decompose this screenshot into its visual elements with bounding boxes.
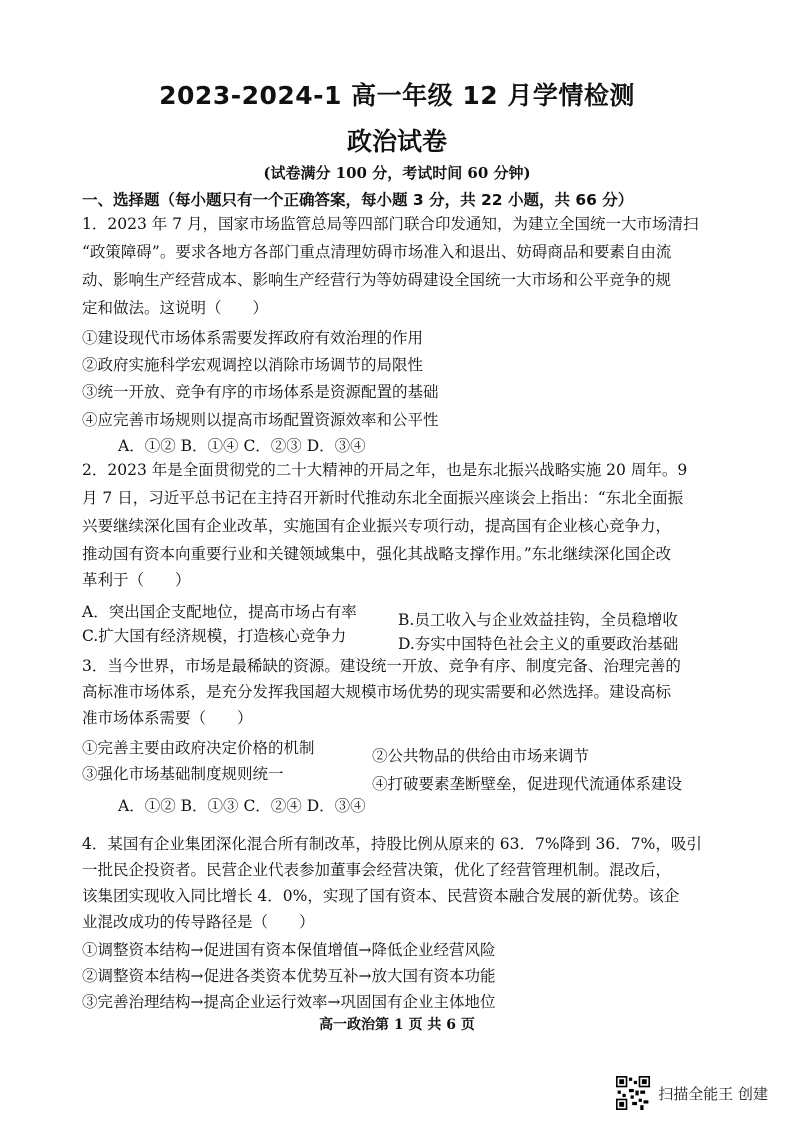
page-footer: 高一政治第 1 页 共 6 页 <box>319 1017 475 1033</box>
q3-stem-line: 准市场体系需要（ ） <box>82 709 253 727</box>
q3-statement-3: ③强化市场基础制度规则统一 <box>82 765 284 783</box>
q3-statement-4: ④打破要素垄断壁垒，促进现代流通体系建设 <box>372 775 683 793</box>
q1-statement: ③统一开放、竞争有序的市场体系是资源配置的基础 <box>82 383 439 401</box>
exam-title: 2023-2024-1 高一年级 12 月学情检测 <box>159 81 635 110</box>
subject-title: 政治试卷 <box>346 127 447 156</box>
q2-option-a: A．突出国企支配地位，提高市场占有率 <box>82 603 357 621</box>
watermark-text: 扫描全能王 创建 <box>658 1084 768 1103</box>
q2-option-d: D.夯实中国特色社会主义的重要政治基础 <box>398 635 679 653</box>
q2-option-b: B.员工收入与企业效益挂钩，全员稳增收 <box>398 611 678 629</box>
q1-statement: ①建设现代市场体系需要发挥政府有效治理的作用 <box>82 329 424 347</box>
q1-choices: A．①② B．①④ C．②③ D．③④ <box>118 437 366 455</box>
q1-stem-line: 定和做法。这说明（ ） <box>82 299 269 317</box>
q4-stem-line: 业混改成功的传导路径是（ ） <box>82 913 315 931</box>
q3-choices: A．①② B．①③ C．②④ D．③④ <box>118 797 366 815</box>
qr-code-icon <box>616 1076 650 1110</box>
q2-stem-line: 革利于（ ） <box>82 571 191 589</box>
q1-stem-line: 动、影响生产经营成本、影响生产经营行为等妨碍建设全国统一大市场和公平竞争的规 <box>82 271 672 289</box>
q4-stem-line: 4．某国有企业集团深化混合所有制改革，持股比例从原来的 63．7%降到 36．7%，吸引 <box>82 835 702 853</box>
q3-statement-1: ①完善主要由政府决定价格的机制 <box>82 739 315 757</box>
q2-stem-line: 2．2023 年是全面贯彻党的二十大精神的开局之年，也是东北振兴战略实施 20 周年。9 <box>82 461 688 479</box>
section-heading: 一、选择题（每小题只有一个正确答案，每小题 3 分，共 22 小题，共 66 分） <box>82 191 634 209</box>
q1-statement: ④应完善市场规则以提高市场配置资源效率和公平性 <box>82 411 439 429</box>
q1-statement: ②政府实施科学宏观调控以消除市场调节的局限性 <box>82 356 424 374</box>
q2-stem-line: 推动国有资本向重要行业和关键领域集中，强化其战略支撑作用。”东北继续深化国企改 <box>82 545 672 563</box>
q3-statement-2: ②公共物品的供给由市场来调节 <box>372 747 590 765</box>
q4-statement: ③完善治理结构→提高企业运行效率→巩固国有企业主体地位 <box>82 993 496 1011</box>
q4-stem-line: 该集团实现收入同比增长 4．0%，实现了国有资本、民营资本融合发展的新优势。该企 <box>82 887 680 905</box>
q4-stem-line: 一批民企投资者。民营企业代表参加董事会经营决策，优化了经营管理机制。混改后， <box>82 861 672 879</box>
q2-option-c: C.扩大国有经济规模，打造核心竞争力 <box>82 627 347 645</box>
scanner-watermark <box>616 1076 768 1110</box>
q3-stem-line: 3．当今世界，市场是最稀缺的资源。建设统一开放、竞争有序、制度完备、治理完善的 <box>82 657 681 675</box>
q4-statement: ②调整资本结构→促进各类资本优势互补→放大国有资本功能 <box>82 967 496 985</box>
q2-stem-line: 月 7 日，习近平总书记在主持召开新时代推动东北全面振兴座谈会上指出：“东北全面振 <box>82 489 684 507</box>
q1-stem-line: 1．2023 年 7 月，国家市场监管总局等四部门联合印发通知，为建立全国统一大市场清扫 <box>82 215 699 233</box>
exam-info: (试卷满分 100 分，考试时间 60 分钟) <box>263 164 531 182</box>
q2-stem-line: 兴要继续深化国有企业改革，实施国有企业振兴专项行动，提高国有企业核心竞争力， <box>82 517 672 535</box>
q3-stem-line: 高标准市场体系，是充分发挥我国超大规模市场优势的现实需要和必然选择。建设高标 <box>82 683 672 701</box>
q4-statement: ①调整资本结构→促进国有资本保值增值→降低企业经营风险 <box>82 941 496 959</box>
q1-stem-line: “政策障碍”。要求各地方各部门重点清理妨碍市场准入和退出、妨碍商品和要素自由流 <box>82 243 672 261</box>
